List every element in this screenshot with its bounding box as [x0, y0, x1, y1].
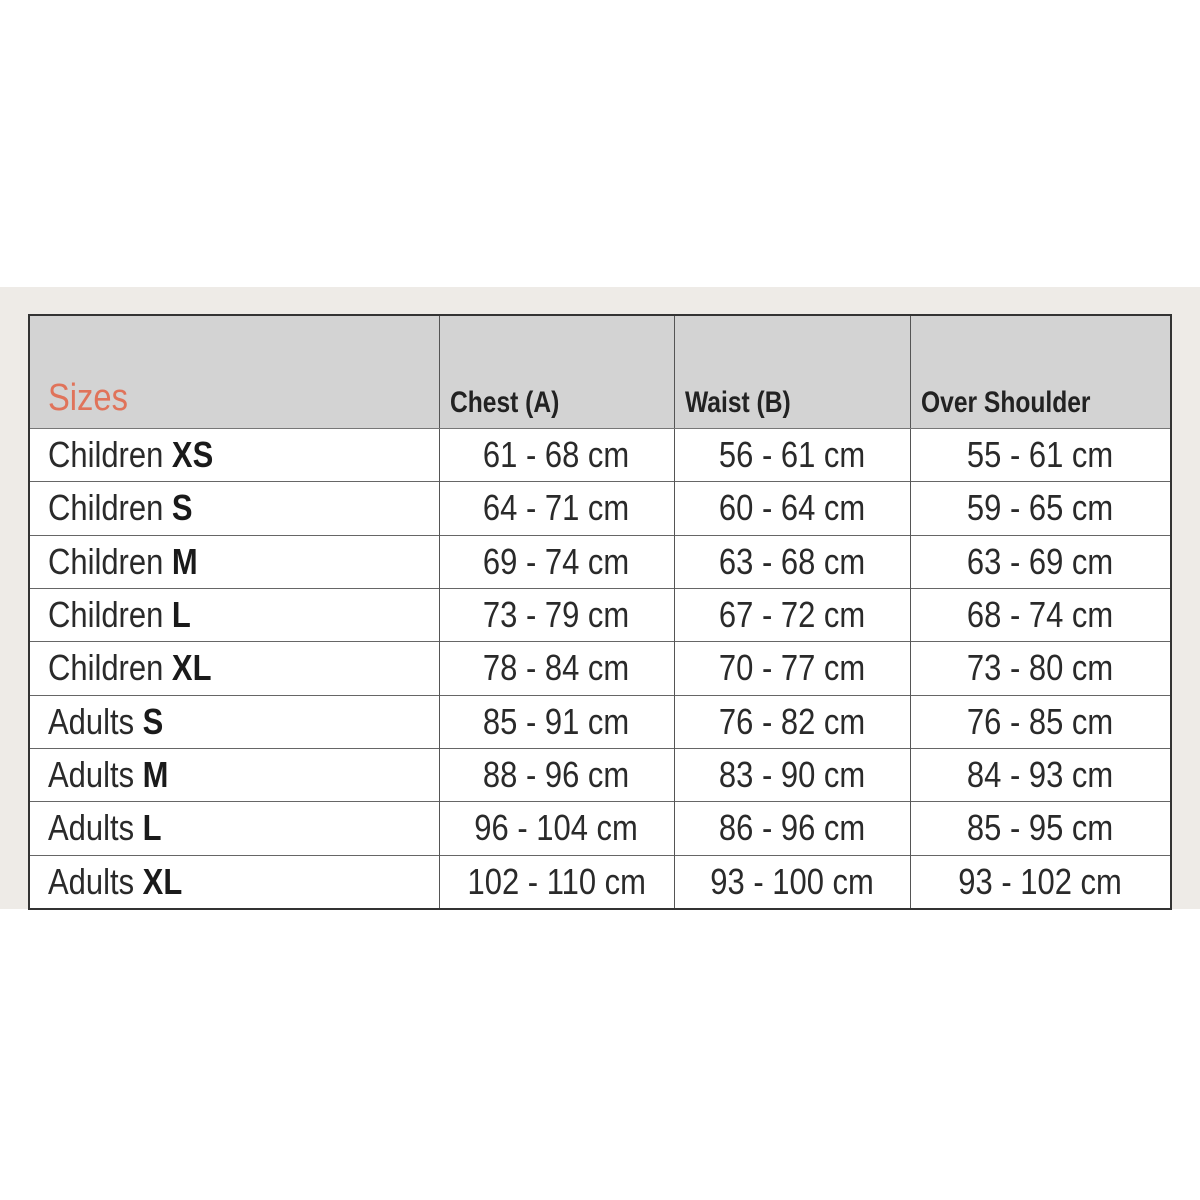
size-label-cell	[29, 695, 439, 748]
size-group: Children	[48, 434, 164, 476]
size-code: M	[142, 754, 169, 796]
size-code: M	[171, 540, 198, 582]
chest-cell: 73 - 79 cm	[439, 588, 674, 641]
chest-cell: 96 - 104 cm	[439, 802, 674, 855]
over-shoulder-cell: 55 - 61 cm	[910, 429, 1171, 482]
size-group: Adults	[48, 700, 135, 742]
size-code: XL	[171, 647, 212, 689]
size-group: Children	[48, 647, 164, 689]
chest-cell: 78 - 84 cm	[439, 642, 674, 695]
table-row	[29, 802, 1171, 855]
over-shoulder-cell: 59 - 65 cm	[910, 482, 1171, 535]
size-label-cell	[29, 535, 439, 588]
over-shoulder-cell: 73 - 80 cm	[910, 642, 1171, 695]
waist-cell: 86 - 96 cm	[674, 802, 910, 855]
size-code: L	[142, 807, 162, 849]
size-code: L	[171, 594, 191, 636]
waist-cell: 70 - 77 cm	[674, 642, 910, 695]
size-group: Children	[48, 487, 164, 529]
chest-cell: 64 - 71 cm	[439, 482, 674, 535]
waist-cell: 60 - 64 cm	[674, 482, 910, 535]
size-group: Adults	[48, 754, 135, 796]
size-code: XS	[171, 434, 214, 476]
size-chart-table	[28, 314, 1172, 910]
size-group: Children	[48, 594, 164, 636]
size-label-cell	[29, 642, 439, 695]
size-label-cell	[29, 429, 439, 482]
table-row	[29, 855, 1171, 909]
table-row	[29, 588, 1171, 641]
over-shoulder-cell: 85 - 95 cm	[910, 802, 1171, 855]
size-label-cell	[29, 802, 439, 855]
header-over-shoulder: Over Shoulder	[910, 315, 1171, 429]
size-label-cell	[29, 855, 439, 909]
chest-cell: 69 - 74 cm	[439, 535, 674, 588]
size-label-cell	[29, 482, 439, 535]
header-row	[29, 315, 1171, 429]
size-code: S	[142, 700, 164, 742]
size-group: Adults	[48, 860, 135, 902]
header-chest: Chest (A)	[439, 315, 674, 429]
over-shoulder-cell: 63 - 69 cm	[910, 535, 1171, 588]
waist-cell: 63 - 68 cm	[674, 535, 910, 588]
table-row	[29, 482, 1171, 535]
size-group: Adults	[48, 807, 135, 849]
header-sizes: Sizes	[29, 315, 439, 429]
table-row	[29, 642, 1171, 695]
table-row	[29, 429, 1171, 482]
table-row	[29, 748, 1171, 801]
chest-cell: 102 - 110 cm	[439, 855, 674, 909]
table-row	[29, 535, 1171, 588]
chest-cell: 85 - 91 cm	[439, 695, 674, 748]
over-shoulder-cell: 68 - 74 cm	[910, 588, 1171, 641]
header-waist: Waist (B)	[674, 315, 910, 429]
waist-cell: 56 - 61 cm	[674, 429, 910, 482]
chest-cell: 88 - 96 cm	[439, 748, 674, 801]
size-group: Children	[48, 540, 164, 582]
waist-cell: 93 - 100 cm	[674, 855, 910, 909]
waist-cell: 76 - 82 cm	[674, 695, 910, 748]
chest-cell: 61 - 68 cm	[439, 429, 674, 482]
size-label-cell	[29, 588, 439, 641]
waist-cell: 83 - 90 cm	[674, 748, 910, 801]
over-shoulder-cell: 76 - 85 cm	[910, 695, 1171, 748]
over-shoulder-cell: 84 - 93 cm	[910, 748, 1171, 801]
over-shoulder-cell: 93 - 102 cm	[910, 855, 1171, 909]
size-label-cell	[29, 748, 439, 801]
waist-cell: 67 - 72 cm	[674, 588, 910, 641]
table-row	[29, 695, 1171, 748]
size-code: XL	[142, 860, 183, 902]
size-code: S	[171, 487, 193, 529]
